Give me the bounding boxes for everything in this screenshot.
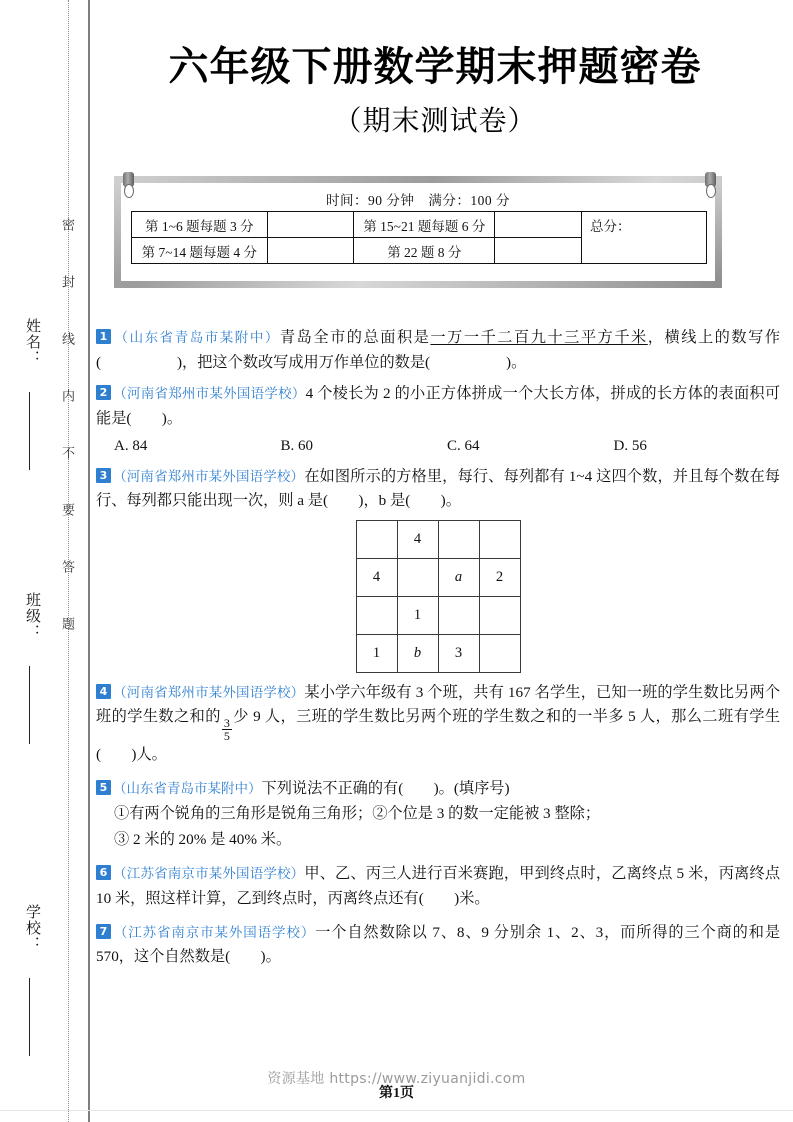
table-row <box>356 596 520 634</box>
seal-phrase-text: 密封线内不要答题 <box>60 218 75 674</box>
cell-r2c4: 2 <box>479 558 520 596</box>
footer-divider <box>0 1110 793 1111</box>
cell-r4c4 <box>479 634 520 672</box>
page-number: 第1页 <box>379 1086 414 1101</box>
field-label-class: 班级： <box>24 592 40 640</box>
cell-r1c1 <box>356 520 397 558</box>
question-item-6 <box>96 862 780 911</box>
exam-time-and-total-text: 时间：90 分钟 满分：100 分 <box>326 193 510 208</box>
page-subtitle: （期末测试卷） <box>333 104 537 138</box>
cell-r4c1: 1 <box>356 634 397 672</box>
question-2-body <box>96 382 780 431</box>
question-number-badge-1: 1 <box>96 329 111 344</box>
option-c[interactable]: C. 64 <box>447 437 480 454</box>
question-item-7 <box>96 921 780 970</box>
question-7-body <box>96 921 780 970</box>
cell-r1c4 <box>479 520 520 558</box>
table-row <box>356 520 520 558</box>
field-rule-name <box>29 392 30 470</box>
questions-list <box>96 326 780 977</box>
score-input-q7-14[interactable] <box>267 238 354 264</box>
question-item-2 <box>96 382 780 454</box>
question-number-badge-5: 5 <box>96 780 111 795</box>
question-1-source: （山东省青岛市某附中） <box>113 330 280 345</box>
score-label-q15-21: 第 15~21 题每题 6 分 <box>354 212 495 238</box>
question-3-body <box>96 465 780 514</box>
seal-solid-line <box>88 0 90 1122</box>
question-5-body <box>96 777 780 802</box>
question-1-text-after: ，横线上的数写作( )，把这个数改写成用万作单位的数是( )。 <box>96 329 781 371</box>
table-row <box>132 212 707 238</box>
question-3-text: 在如图所示的方格里，每行、每列都有 1~4 这四个数，并且每个数在每行、每列都只能出现一次，则 a 是( )，b 是( )。 <box>96 467 780 510</box>
question-5-subitem-2: ③ 2 米的 20% 是 40% 米。 <box>114 831 292 849</box>
binder-clip-right-icon <box>704 172 717 202</box>
score-input-q22[interactable] <box>495 238 582 264</box>
title-block <box>90 44 780 139</box>
question-4-text-part2: 少 9 人，三班的学生数比另两个班的学生数之和的一半多 5 人，那么二班有学生( )人。 <box>96 708 781 763</box>
question-number-badge-3: 3 <box>96 468 111 483</box>
field-label-school: 学校： <box>24 904 40 952</box>
question-item-5 <box>96 777 780 854</box>
cell-r2c1: 4 <box>356 558 397 596</box>
question-6-source: （江苏省南京市某外国语学校） <box>113 866 305 882</box>
option-a[interactable]: A. 84 <box>114 437 148 454</box>
question-4-source: （河南省郑州市某外国语学校） <box>113 684 305 700</box>
cell-r4c2-variable-b: b <box>397 634 438 672</box>
score-label-q22: 第 22 题 8 分 <box>354 238 495 264</box>
footer-watermark: 资源基地 https://www.ziyuanjidi.com <box>267 1071 526 1087</box>
score-total-label: 总分： <box>581 212 706 264</box>
question-2-options <box>114 438 780 455</box>
fraction-three-fifths <box>222 717 232 743</box>
score-panel <box>114 176 722 288</box>
question-4-body <box>96 681 780 768</box>
question-number-badge-7: 7 <box>96 924 111 939</box>
question-number-badge-6: 6 <box>96 865 111 880</box>
question-item-3 <box>96 465 780 673</box>
question-5-subitem-1: ①有两个锐角的三角形是锐角三角形；②个位是 3 的数一定能被 3 整除； <box>114 805 600 823</box>
question-number-badge-2: 2 <box>96 385 111 400</box>
sudoku-grid <box>356 520 521 673</box>
question-1-body <box>96 326 780 375</box>
option-d[interactable]: D. 56 <box>613 437 647 454</box>
question-4-text-part1: 某小学六年级有 3 个班，共有 167 名学生，已知一班的学生数比另两个班的学生数之和的 <box>96 683 780 726</box>
question-5-source: （山东省青岛市某附中） <box>113 780 262 796</box>
question-2-text: 4 个棱长为 2 的小正方体拼成一个大长方体，拼成的长方体的表面积可能是( )。 <box>96 385 781 427</box>
question-number-badge-4: 4 <box>96 684 111 699</box>
table-row <box>356 558 520 596</box>
fraction-denominator: 5 <box>223 729 230 744</box>
cell-r1c2: 4 <box>397 520 438 558</box>
question-item-4 <box>96 681 780 768</box>
score-label-q7-14: 第 7~14 题每题 4 分 <box>132 238 268 264</box>
sudoku-grid-wrapper <box>96 520 780 673</box>
question-item-1 <box>96 326 780 375</box>
score-input-q15-21[interactable] <box>495 212 582 238</box>
question-1-underlined-number: 一万一千二百九十三平方千米 <box>430 329 648 346</box>
question-7-text: 一个自然数除以 7、8、9 分别余 1、2、3，而所得的三个商的和是 570，这个自然数是( )。 <box>96 923 781 966</box>
cell-r2c3-variable-a: a <box>438 558 479 596</box>
field-rule-class <box>29 666 30 744</box>
score-table <box>131 211 707 264</box>
question-6-text: 甲、乙、丙三人进行百米赛跑，甲到终点时，乙离终点 5 米，丙离终点 10 米，照这样计算，乙到终点时，丙离终点还有( )米。 <box>96 865 780 908</box>
question-7-source: （江苏省南京市某外国语学校） <box>113 924 316 940</box>
binder-clip-left-icon <box>122 172 135 202</box>
cell-r1c3 <box>438 520 479 558</box>
question-3-source: （河南省郑州市某外国语学校） <box>113 468 305 484</box>
cell-r3c4 <box>479 596 520 634</box>
option-b[interactable]: B. 60 <box>280 437 314 454</box>
cell-r2c2 <box>397 558 438 596</box>
question-5-text: 下列说法不正确的有( )。(填序号) <box>261 779 510 797</box>
table-row <box>356 634 520 672</box>
question-2-source: （河南省郑州市某外国语学校） <box>113 386 306 402</box>
page-title: 六年级下册数学期末押题密卷 <box>168 44 702 90</box>
question-6-body <box>96 862 780 911</box>
fraction-numerator: 3 <box>223 715 230 730</box>
field-rule-school <box>29 978 30 1056</box>
seal-margin <box>0 0 90 1122</box>
question-1-text-before: 青岛全市的总面积是 <box>279 329 431 346</box>
cell-r3c2: 1 <box>397 596 438 634</box>
question-5-subitems <box>114 801 780 853</box>
cell-r4c3: 3 <box>438 634 479 672</box>
cell-r3c3 <box>438 596 479 634</box>
score-label-q1-6: 第 1~6 题每题 3 分 <box>132 212 268 238</box>
field-label-name: 姓名： <box>24 318 40 366</box>
score-input-q1-6[interactable] <box>267 212 354 238</box>
cell-r3c1 <box>356 596 397 634</box>
